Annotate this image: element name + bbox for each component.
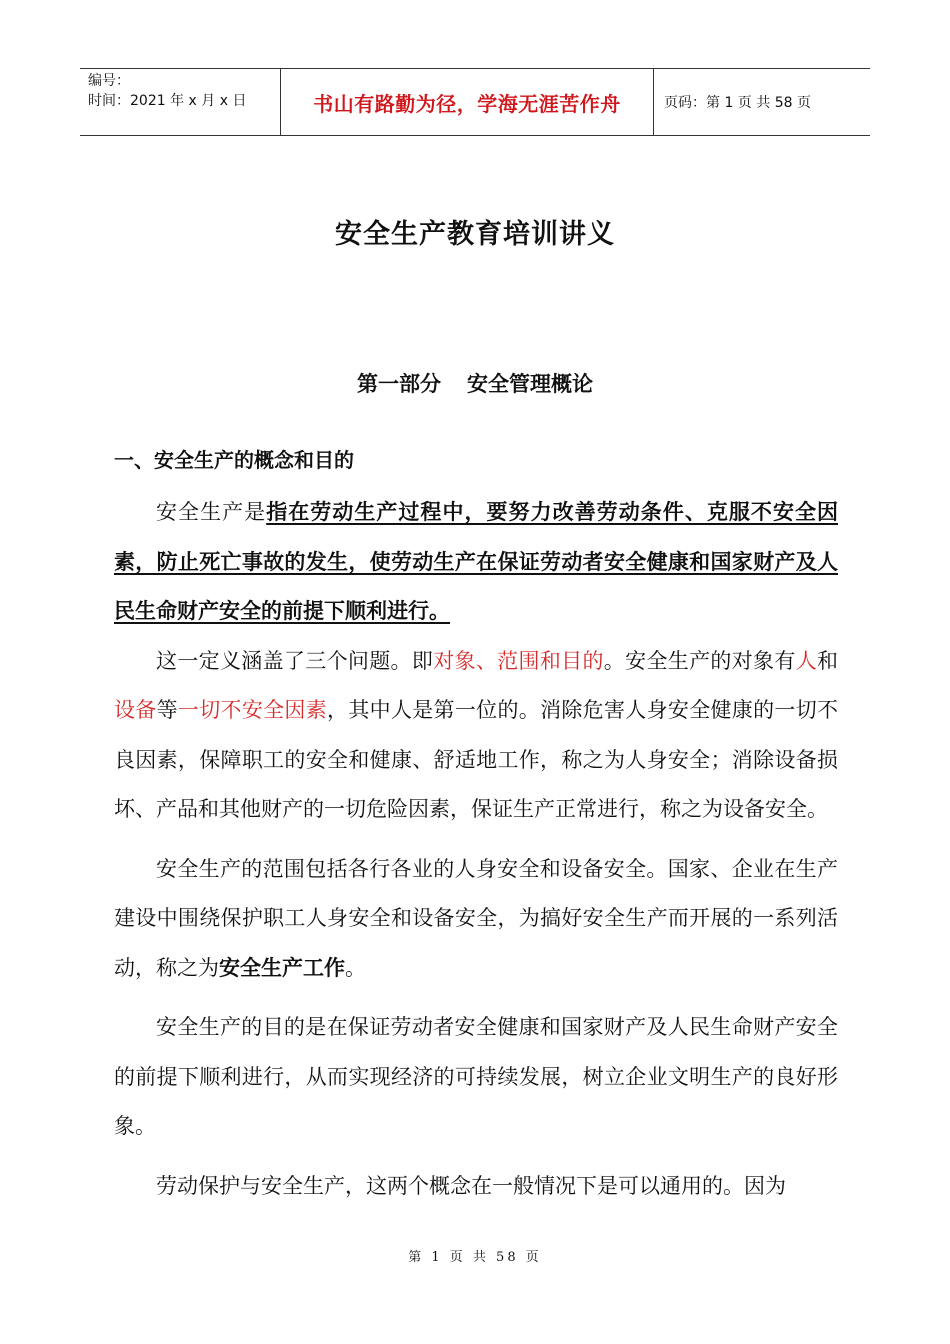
header-time: 时间：2021 年 x 月 x 日 bbox=[88, 93, 247, 109]
part-name: 安全管理概论 bbox=[467, 372, 593, 396]
highlight-run: 对象、范围和目的 bbox=[433, 648, 604, 673]
document-header bbox=[80, 68, 870, 136]
section-heading: 一、安全生产的概念和目的 bbox=[114, 448, 354, 472]
definition-paragraph bbox=[114, 488, 838, 637]
text-run: 安全生产的范围包括各行各业的人身安全和设备安全。国家、企业在生产建设中围绕保护职工人身安全和设备安全，为搞好安全生产而开展的一系列活动，称之为 bbox=[114, 856, 838, 980]
header-motto-cell bbox=[280, 69, 654, 135]
highlight-run: 设备 bbox=[114, 698, 157, 722]
header-motto: 书山有路勤为径，学海无涯苦作舟 bbox=[313, 91, 621, 116]
highlight-run: 一切不安全因素 bbox=[177, 698, 328, 722]
header-meta bbox=[80, 69, 280, 135]
header-page-info: 页码：第 1 页 共 58 页 bbox=[664, 95, 811, 111]
bold-run: 安全生产工作 bbox=[219, 955, 345, 980]
definition-term: 安全生产 bbox=[156, 500, 245, 524]
text-run: 这一定义涵盖了三个问题。即 bbox=[156, 648, 434, 673]
definition-text: 指在劳动生产过程中，要努力改善劳动条件、克服不安全因素，防止死亡事故的发生，使劳动生产在保证劳动者安全健康和国家财产及人民生命财产安全的前提下顺利进行。 bbox=[114, 500, 839, 623]
page-footer: 第 1 页 共 58 页 bbox=[408, 1250, 542, 1265]
part-heading bbox=[0, 368, 950, 398]
text-run: 等 bbox=[156, 698, 178, 722]
paragraph-range bbox=[114, 845, 838, 994]
part-label: 第一部分 bbox=[357, 372, 441, 396]
paragraph-labor-protection: 劳动保护与安全生产，这两个概念在一般情况下是可以通用的。因为 bbox=[156, 1173, 786, 1198]
highlight-run: 人 bbox=[795, 648, 818, 673]
document-title: 安全生产教育培训讲义 bbox=[335, 219, 615, 250]
document-body bbox=[114, 488, 838, 1211]
text-run: ，其中人是第一位的。消除危害人身安全健康的一切不良因素，保障职工的安全和健康、舒适地工作，称之为人身安全；消除设备损坏、产品和其他财产的一切危险因素，保证生产正常进行，称之为设备安全。 bbox=[114, 698, 839, 821]
header-number: 编号： bbox=[88, 73, 130, 89]
definition-connector: 是 bbox=[244, 500, 267, 524]
paragraph-scope bbox=[114, 637, 838, 835]
text-run: 。 bbox=[345, 955, 366, 980]
text-run: 和 bbox=[817, 648, 839, 673]
text-run: 。安全生产的对象有 bbox=[603, 648, 796, 673]
paragraph-purpose: 安全生产的目的是在保证劳动者安全健康和国家财产及人民生命财产安全的前提下顺利进行，从而实现经济的可持续发展，树立企业文明生产的良好形象。 bbox=[114, 1015, 838, 1138]
